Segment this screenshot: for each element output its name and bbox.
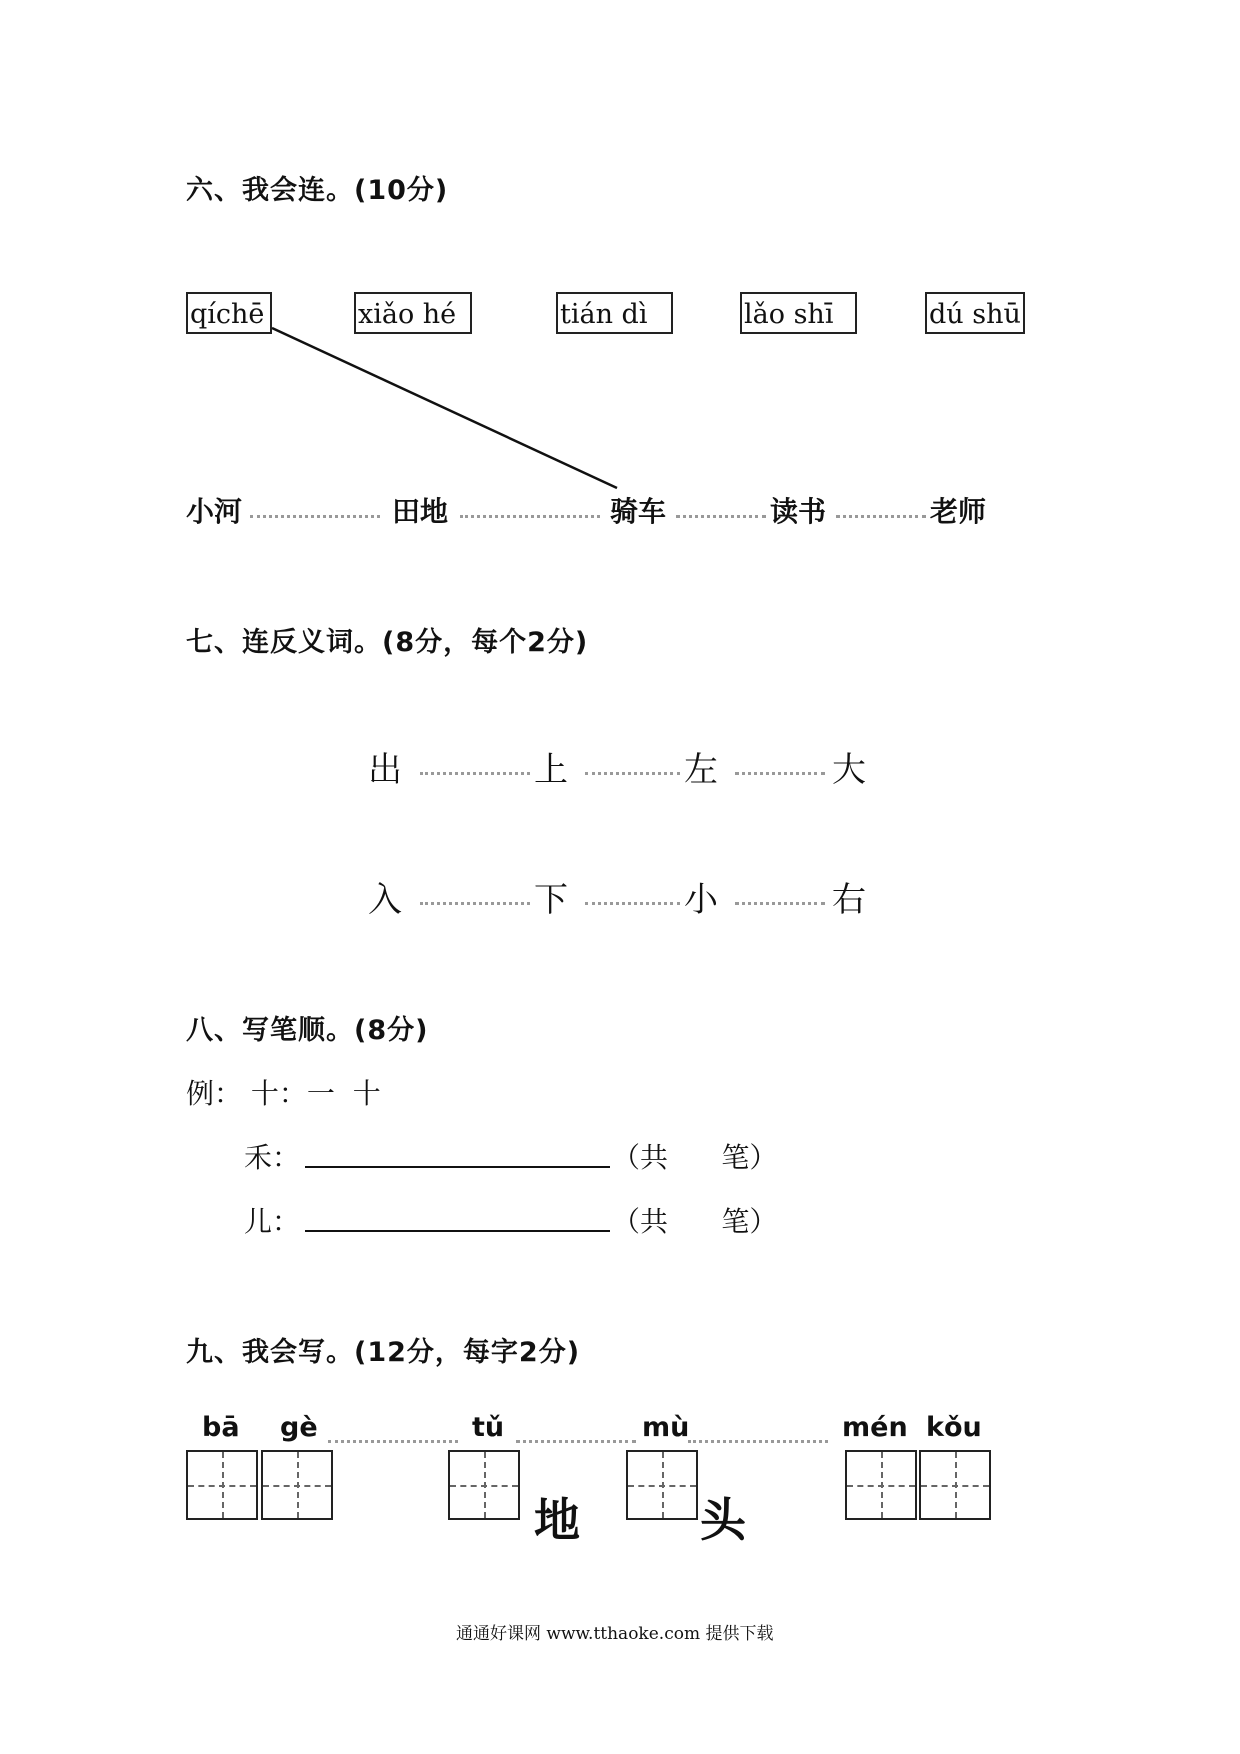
- stroke-count-label: （共 笔）: [612, 1205, 778, 1238]
- writing-grid-kou[interactable]: [919, 1450, 991, 1520]
- pinyin-ba: bā: [202, 1412, 240, 1443]
- antonym-top-3[interactable]: 左: [684, 750, 718, 790]
- dotted-leader: [250, 515, 380, 518]
- stroke-char-he: 禾：: [244, 1141, 301, 1174]
- pinyin-box-laoshi[interactable]: lǎo shī: [740, 292, 857, 334]
- section9-title: 九、我会写。(12分，每字2分): [186, 1337, 581, 1368]
- section6-title: 六、我会连。(10分): [186, 175, 449, 206]
- dotted-leader: [735, 902, 825, 905]
- dotted-leader: [676, 515, 766, 518]
- dotted-leader: [460, 515, 600, 518]
- pinyin-mu: mù: [642, 1412, 690, 1443]
- stroke-answer-line[interactable]: [305, 1166, 610, 1168]
- given-char-di: 地: [534, 1493, 580, 1547]
- dotted-leader: [585, 902, 680, 905]
- writing-grid-men[interactable]: [845, 1450, 917, 1520]
- pinyin-men: mén: [842, 1412, 908, 1443]
- pinyin-box-xiaohe[interactable]: xiǎo hé: [354, 292, 472, 334]
- word-tiandi[interactable]: 田地: [392, 495, 449, 528]
- section8-title: 八、写笔顺。(8分): [186, 1015, 429, 1046]
- pinyin-box-tiandi[interactable]: tián dì: [556, 292, 673, 334]
- pinyin-box-dushu[interactable]: dú shū: [925, 292, 1025, 334]
- dotted-leader: [516, 1440, 636, 1443]
- stroke-answer-line[interactable]: [305, 1230, 610, 1232]
- stroke-count-label: （共 笔）: [612, 1141, 778, 1174]
- pinyin-tu: tǔ: [472, 1412, 505, 1443]
- word-laoshi[interactable]: 老师: [930, 495, 987, 528]
- stroke-example: 例： 十：一 十: [186, 1077, 381, 1110]
- antonym-top-2[interactable]: 上: [534, 750, 568, 790]
- word-qiche[interactable]: 骑车: [610, 495, 667, 528]
- pinyin-ge: gè: [280, 1412, 318, 1443]
- writing-grid-ge[interactable]: [261, 1450, 333, 1520]
- antonym-bottom-4[interactable]: 右: [832, 880, 866, 920]
- section7-title: 七、连反义词。(8分，每个2分): [186, 627, 589, 658]
- antonym-bottom-3[interactable]: 小: [684, 880, 718, 920]
- dotted-leader: [328, 1440, 458, 1443]
- pinyin-box-qiche[interactable]: qíchē: [186, 292, 272, 334]
- dotted-leader: [688, 1440, 828, 1443]
- writing-grid-ba[interactable]: [186, 1450, 258, 1520]
- writing-grid-mu[interactable]: [626, 1450, 698, 1520]
- stroke-char-er: 儿：: [244, 1205, 301, 1238]
- antonym-bottom-1[interactable]: 入: [368, 880, 402, 920]
- antonym-top-1[interactable]: 出: [368, 750, 402, 790]
- dotted-leader: [420, 772, 530, 775]
- dotted-leader: [836, 515, 926, 518]
- antonym-top-4[interactable]: 大: [832, 750, 866, 790]
- writing-grid-tu[interactable]: [448, 1450, 520, 1520]
- footer-credit: 通通好课网 www.tthaoke.com 提供下载: [456, 1624, 774, 1644]
- given-char-tou: 头: [700, 1493, 746, 1547]
- dotted-leader: [735, 772, 825, 775]
- antonym-bottom-2[interactable]: 下: [534, 880, 568, 920]
- word-dushu[interactable]: 读书: [770, 495, 827, 528]
- dotted-leader: [420, 902, 530, 905]
- word-xiaohe[interactable]: 小河: [186, 495, 243, 528]
- pinyin-kou: kǒu: [926, 1412, 982, 1443]
- dotted-leader: [585, 772, 680, 775]
